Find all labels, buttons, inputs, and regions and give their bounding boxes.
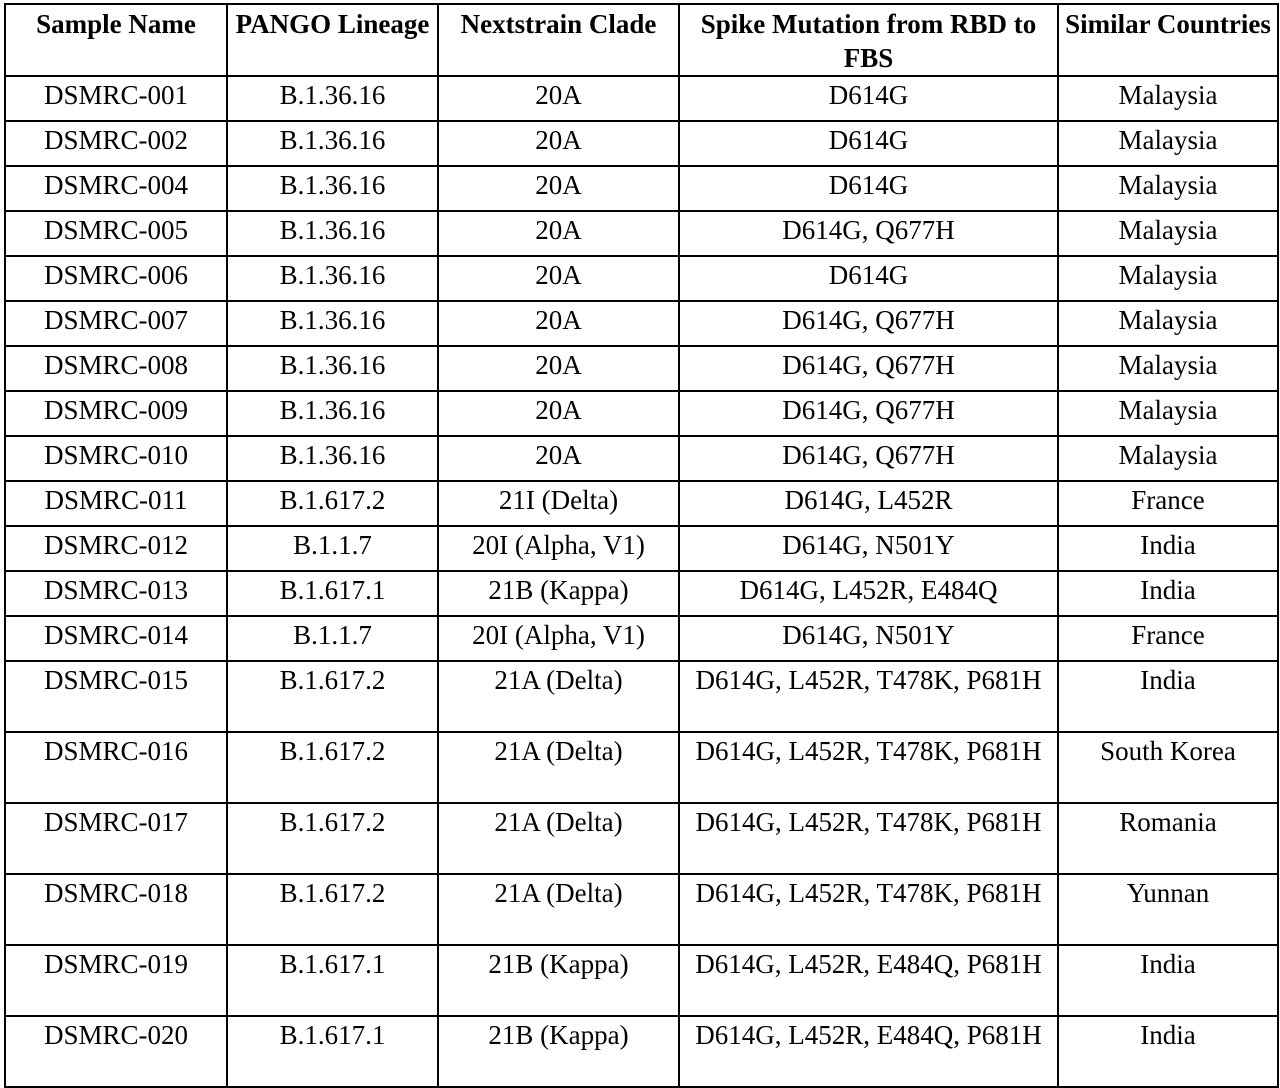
cell-spike-mutation: D614G <box>679 166 1058 211</box>
cell-spike-mutation: D614G <box>679 256 1058 301</box>
cell-similar-country: India <box>1058 1016 1278 1087</box>
cell-spike-mutation: D614G, L452R, T478K, P681H <box>679 803 1058 874</box>
cell-nextstrain-clade: 20A <box>438 76 679 121</box>
cell-nextstrain-clade: 21A (Delta) <box>438 803 679 874</box>
table-row <box>5 571 1278 616</box>
cell-sample-name: DSMRC-007 <box>5 301 227 346</box>
cell-pango-lineage: B.1.1.7 <box>227 526 438 571</box>
cell-similar-country: Malaysia <box>1058 166 1278 211</box>
cell-nextstrain-clade: 20A <box>438 256 679 301</box>
table-row <box>5 256 1278 301</box>
cell-pango-lineage: B.1.617.1 <box>227 571 438 616</box>
header-sample-name: Sample Name <box>5 4 227 76</box>
cell-sample-name: DSMRC-011 <box>5 481 227 526</box>
header-spike-mutation: Spike Mutation from RBD to FBS <box>679 4 1058 76</box>
cell-nextstrain-clade: 20A <box>438 166 679 211</box>
cell-similar-country: Yunnan <box>1058 874 1278 945</box>
cell-similar-country: India <box>1058 661 1278 732</box>
cell-similar-country: Malaysia <box>1058 301 1278 346</box>
cell-pango-lineage: B.1.617.2 <box>227 481 438 526</box>
cell-spike-mutation: D614G, N501Y <box>679 616 1058 661</box>
cell-similar-country: Malaysia <box>1058 121 1278 166</box>
cell-spike-mutation: D614G, L452R, E484Q, P681H <box>679 945 1058 1016</box>
cell-nextstrain-clade: 21A (Delta) <box>438 732 679 803</box>
table-row <box>5 616 1278 661</box>
table-row <box>5 76 1278 121</box>
cell-nextstrain-clade: 21B (Kappa) <box>438 1016 679 1087</box>
cell-similar-country: Malaysia <box>1058 436 1278 481</box>
cell-sample-name: DSMRC-001 <box>5 76 227 121</box>
table-row <box>5 391 1278 436</box>
cell-similar-country: Malaysia <box>1058 211 1278 256</box>
cell-similar-country: France <box>1058 481 1278 526</box>
cell-similar-country: Malaysia <box>1058 76 1278 121</box>
table-row <box>5 945 1278 1016</box>
cell-pango-lineage: B.1.36.16 <box>227 301 438 346</box>
cell-pango-lineage: B.1.617.1 <box>227 1016 438 1087</box>
cell-sample-name: DSMRC-004 <box>5 166 227 211</box>
cell-nextstrain-clade: 20I (Alpha, V1) <box>438 526 679 571</box>
cell-similar-country: Romania <box>1058 803 1278 874</box>
cell-sample-name: DSMRC-005 <box>5 211 227 256</box>
cell-spike-mutation: D614G, L452R, T478K, P681H <box>679 732 1058 803</box>
cell-spike-mutation: D614G, Q677H <box>679 301 1058 346</box>
cell-spike-mutation: D614G <box>679 121 1058 166</box>
cell-pango-lineage: B.1.36.16 <box>227 256 438 301</box>
header-nextstrain-clade: Nextstrain Clade <box>438 4 679 76</box>
cell-nextstrain-clade: 21B (Kappa) <box>438 571 679 616</box>
cell-spike-mutation: D614G, L452R, T478K, P681H <box>679 661 1058 732</box>
cell-pango-lineage: B.1.617.1 <box>227 945 438 1016</box>
cell-sample-name: DSMRC-008 <box>5 346 227 391</box>
cell-spike-mutation: D614G, Q677H <box>679 391 1058 436</box>
cell-nextstrain-clade: 20A <box>438 436 679 481</box>
cell-sample-name: DSMRC-017 <box>5 803 227 874</box>
cell-sample-name: DSMRC-014 <box>5 616 227 661</box>
cell-spike-mutation: D614G, N501Y <box>679 526 1058 571</box>
cell-nextstrain-clade: 20A <box>438 301 679 346</box>
cell-pango-lineage: B.1.617.2 <box>227 803 438 874</box>
cell-pango-lineage: B.1.36.16 <box>227 436 438 481</box>
mutation-table <box>4 3 1279 1088</box>
table-row <box>5 301 1278 346</box>
table-row <box>5 166 1278 211</box>
cell-nextstrain-clade: 21I (Delta) <box>438 481 679 526</box>
table-container <box>4 3 1279 1088</box>
cell-nextstrain-clade: 20I (Alpha, V1) <box>438 616 679 661</box>
cell-similar-country: India <box>1058 571 1278 616</box>
cell-sample-name: DSMRC-018 <box>5 874 227 945</box>
cell-nextstrain-clade: 20A <box>438 346 679 391</box>
cell-sample-name: DSMRC-006 <box>5 256 227 301</box>
cell-nextstrain-clade: 21B (Kappa) <box>438 945 679 1016</box>
cell-similar-country: South Korea <box>1058 732 1278 803</box>
table-row <box>5 436 1278 481</box>
cell-sample-name: DSMRC-013 <box>5 571 227 616</box>
cell-pango-lineage: B.1.36.16 <box>227 391 438 436</box>
table-row <box>5 732 1278 803</box>
header-row <box>5 4 1278 76</box>
cell-spike-mutation: D614G, Q677H <box>679 211 1058 256</box>
cell-sample-name: DSMRC-009 <box>5 391 227 436</box>
cell-sample-name: DSMRC-016 <box>5 732 227 803</box>
cell-pango-lineage: B.1.36.16 <box>227 76 438 121</box>
cell-nextstrain-clade: 21A (Delta) <box>438 874 679 945</box>
cell-spike-mutation: D614G <box>679 76 1058 121</box>
table-row <box>5 121 1278 166</box>
cell-similar-country: India <box>1058 945 1278 1016</box>
cell-spike-mutation: D614G, L452R, T478K, P681H <box>679 874 1058 945</box>
cell-pango-lineage: B.1.617.2 <box>227 661 438 732</box>
cell-similar-country: France <box>1058 616 1278 661</box>
cell-sample-name: DSMRC-015 <box>5 661 227 732</box>
cell-sample-name: DSMRC-010 <box>5 436 227 481</box>
table-row <box>5 803 1278 874</box>
cell-nextstrain-clade: 20A <box>438 211 679 256</box>
table-row <box>5 346 1278 391</box>
table-row <box>5 661 1278 732</box>
cell-pango-lineage: B.1.36.16 <box>227 211 438 256</box>
table-body <box>5 76 1278 1087</box>
cell-spike-mutation: D614G, Q677H <box>679 346 1058 391</box>
cell-nextstrain-clade: 20A <box>438 391 679 436</box>
cell-similar-country: Malaysia <box>1058 256 1278 301</box>
cell-spike-mutation: D614G, L452R, E484Q, P681H <box>679 1016 1058 1087</box>
cell-pango-lineage: B.1.617.2 <box>227 874 438 945</box>
cell-sample-name: DSMRC-012 <box>5 526 227 571</box>
cell-similar-country: Malaysia <box>1058 346 1278 391</box>
cell-spike-mutation: D614G, L452R, E484Q <box>679 571 1058 616</box>
cell-similar-country: Malaysia <box>1058 391 1278 436</box>
cell-pango-lineage: B.1.1.7 <box>227 616 438 661</box>
table-row <box>5 211 1278 256</box>
cell-sample-name: DSMRC-020 <box>5 1016 227 1087</box>
table-row <box>5 526 1278 571</box>
table-row <box>5 481 1278 526</box>
cell-sample-name: DSMRC-002 <box>5 121 227 166</box>
cell-spike-mutation: D614G, Q677H <box>679 436 1058 481</box>
cell-sample-name: DSMRC-019 <box>5 945 227 1016</box>
table-row <box>5 1016 1278 1087</box>
table-row <box>5 874 1278 945</box>
cell-spike-mutation: D614G, L452R <box>679 481 1058 526</box>
cell-pango-lineage: B.1.36.16 <box>227 121 438 166</box>
cell-pango-lineage: B.1.36.16 <box>227 346 438 391</box>
cell-nextstrain-clade: 21A (Delta) <box>438 661 679 732</box>
header-similar-countries: Similar Countries <box>1058 4 1278 76</box>
header-pango-lineage: PANGO Lineage <box>227 4 438 76</box>
cell-pango-lineage: B.1.617.2 <box>227 732 438 803</box>
cell-nextstrain-clade: 20A <box>438 121 679 166</box>
cell-pango-lineage: B.1.36.16 <box>227 166 438 211</box>
cell-similar-country: India <box>1058 526 1278 571</box>
